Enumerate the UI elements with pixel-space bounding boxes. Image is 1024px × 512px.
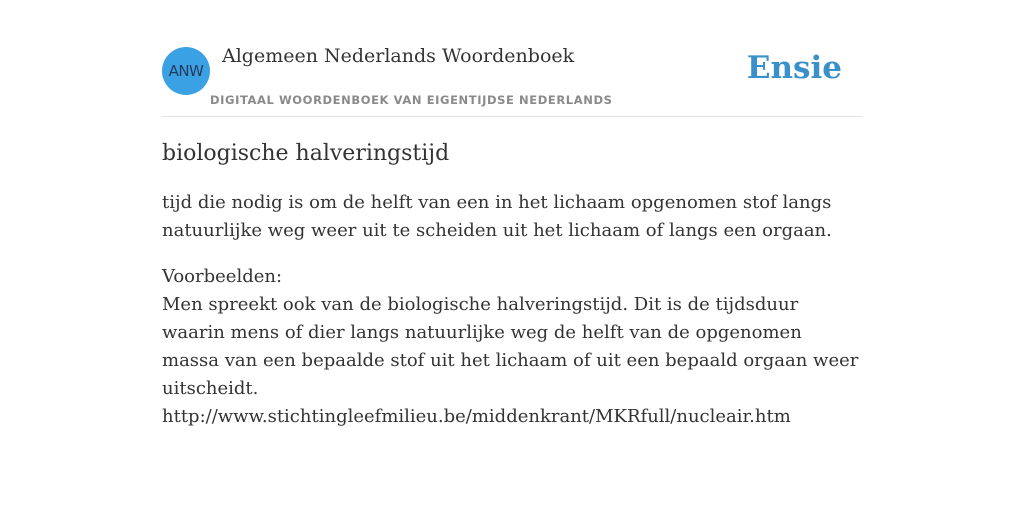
example-source-url: http://www.stichtingleefmilieu.be/middenkrant/MKRfull/nucleair.htm (162, 406, 791, 427)
examples-section (162, 263, 862, 431)
ensie-logo-link[interactable]: Ensie (746, 50, 842, 86)
anw-logo[interactable]: ANW (162, 47, 210, 95)
entry-definition: tijd die nodig is om de helft van een in het lichaam opgenomen stof langs natuurlijke weg weer uit te scheiden uit het lichaam of langs een orgaan. (162, 192, 832, 241)
site-subtitle: DIGITAAL WOORDENBOEK VAN EIGENTIJDSE NEDERLANDS (210, 93, 613, 107)
entry-headword: biologische halveringstijd (162, 141, 450, 166)
example-text: Men spreekt ook van de biologische halveringstijd. Dit is de tijdsduur waarin mens of dier langs natuurlijke weg de helft van de opgenomen massa van een bepaalde stof uit het lichaam of uit een bepaald orgaan weer uitscheidt. (162, 294, 859, 399)
site-header (162, 40, 862, 117)
entry-content (162, 138, 862, 431)
site-title[interactable]: Algemeen Nederlands Woordenboek (222, 45, 575, 67)
examples-label: Voorbeelden: (162, 266, 283, 287)
